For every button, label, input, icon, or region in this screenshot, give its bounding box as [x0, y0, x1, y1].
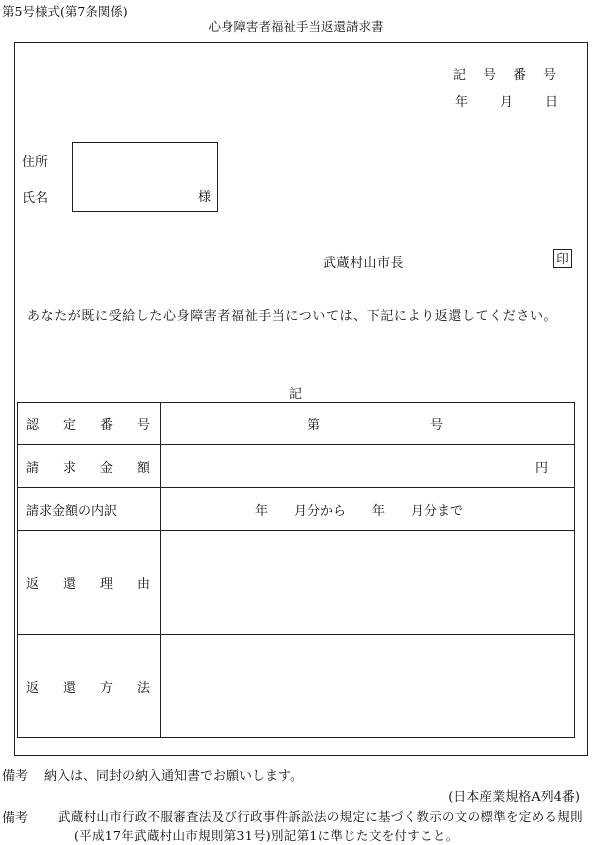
issuer-name: 武蔵村山市長	[323, 256, 405, 271]
recipient-box[interactable]	[72, 142, 218, 212]
honorific-sama: 様	[197, 190, 211, 205]
note1-label: 備考	[2, 769, 29, 784]
return-reason-label: 返還理由	[18, 531, 161, 635]
detail-table	[17, 402, 575, 738]
table-row	[18, 403, 575, 445]
ki-heading: 記	[289, 387, 303, 402]
paper-size-note: (日本産業規格A列4番)	[448, 790, 580, 805]
record-number-label: 記 号 番 号	[453, 68, 559, 83]
body-paragraph: あなたが既に受給した心身障害者福祉手当については、下記により返還してください。	[27, 309, 558, 324]
document-title: 心身障害者福祉手当返還請求書	[208, 19, 384, 34]
table-row	[18, 445, 575, 488]
yen-unit: 円	[534, 460, 548, 476]
cert-number-prefix: 第	[307, 418, 321, 433]
claim-amount-label: 請求金額	[18, 445, 161, 488]
table-row	[18, 635, 575, 738]
cert-number-cell[interactable]	[161, 403, 575, 445]
return-method-label: 返還方法	[18, 635, 161, 738]
form-number-label: 第5号様式(第7条関係)	[2, 4, 128, 19]
amount-breakdown-cell[interactable]: 年 月分から 年 月分まで	[161, 488, 575, 531]
cert-number-label: 認定番号	[18, 403, 161, 445]
seal-mark: 印	[553, 249, 572, 268]
note1-text: 納入は、同封の納入通知書でお願いします。	[44, 769, 303, 784]
note2-text-body: 武蔵村山市行政不服審査法及び行政事件訴訟法の規定に基づく教示の文の標準を定める規則(平成17年武蔵村山市規則第31号)別記第1に準じた文を付すこと。	[58, 809, 583, 843]
amount-breakdown-label: 請求金額の内訳	[18, 488, 161, 531]
note2-text	[14, 807, 592, 845]
table-row	[18, 531, 575, 635]
return-reason-cell[interactable]	[161, 531, 575, 635]
cert-number-suffix: 号	[430, 418, 444, 433]
return-method-cell[interactable]	[161, 635, 575, 738]
table-row	[18, 488, 575, 531]
name-label: 氏名	[22, 191, 49, 206]
date-label: 年 月 日	[455, 95, 561, 110]
address-label: 住所	[22, 155, 49, 170]
note2-label: 備考	[2, 811, 29, 826]
claim-amount-cell[interactable]	[161, 445, 575, 488]
